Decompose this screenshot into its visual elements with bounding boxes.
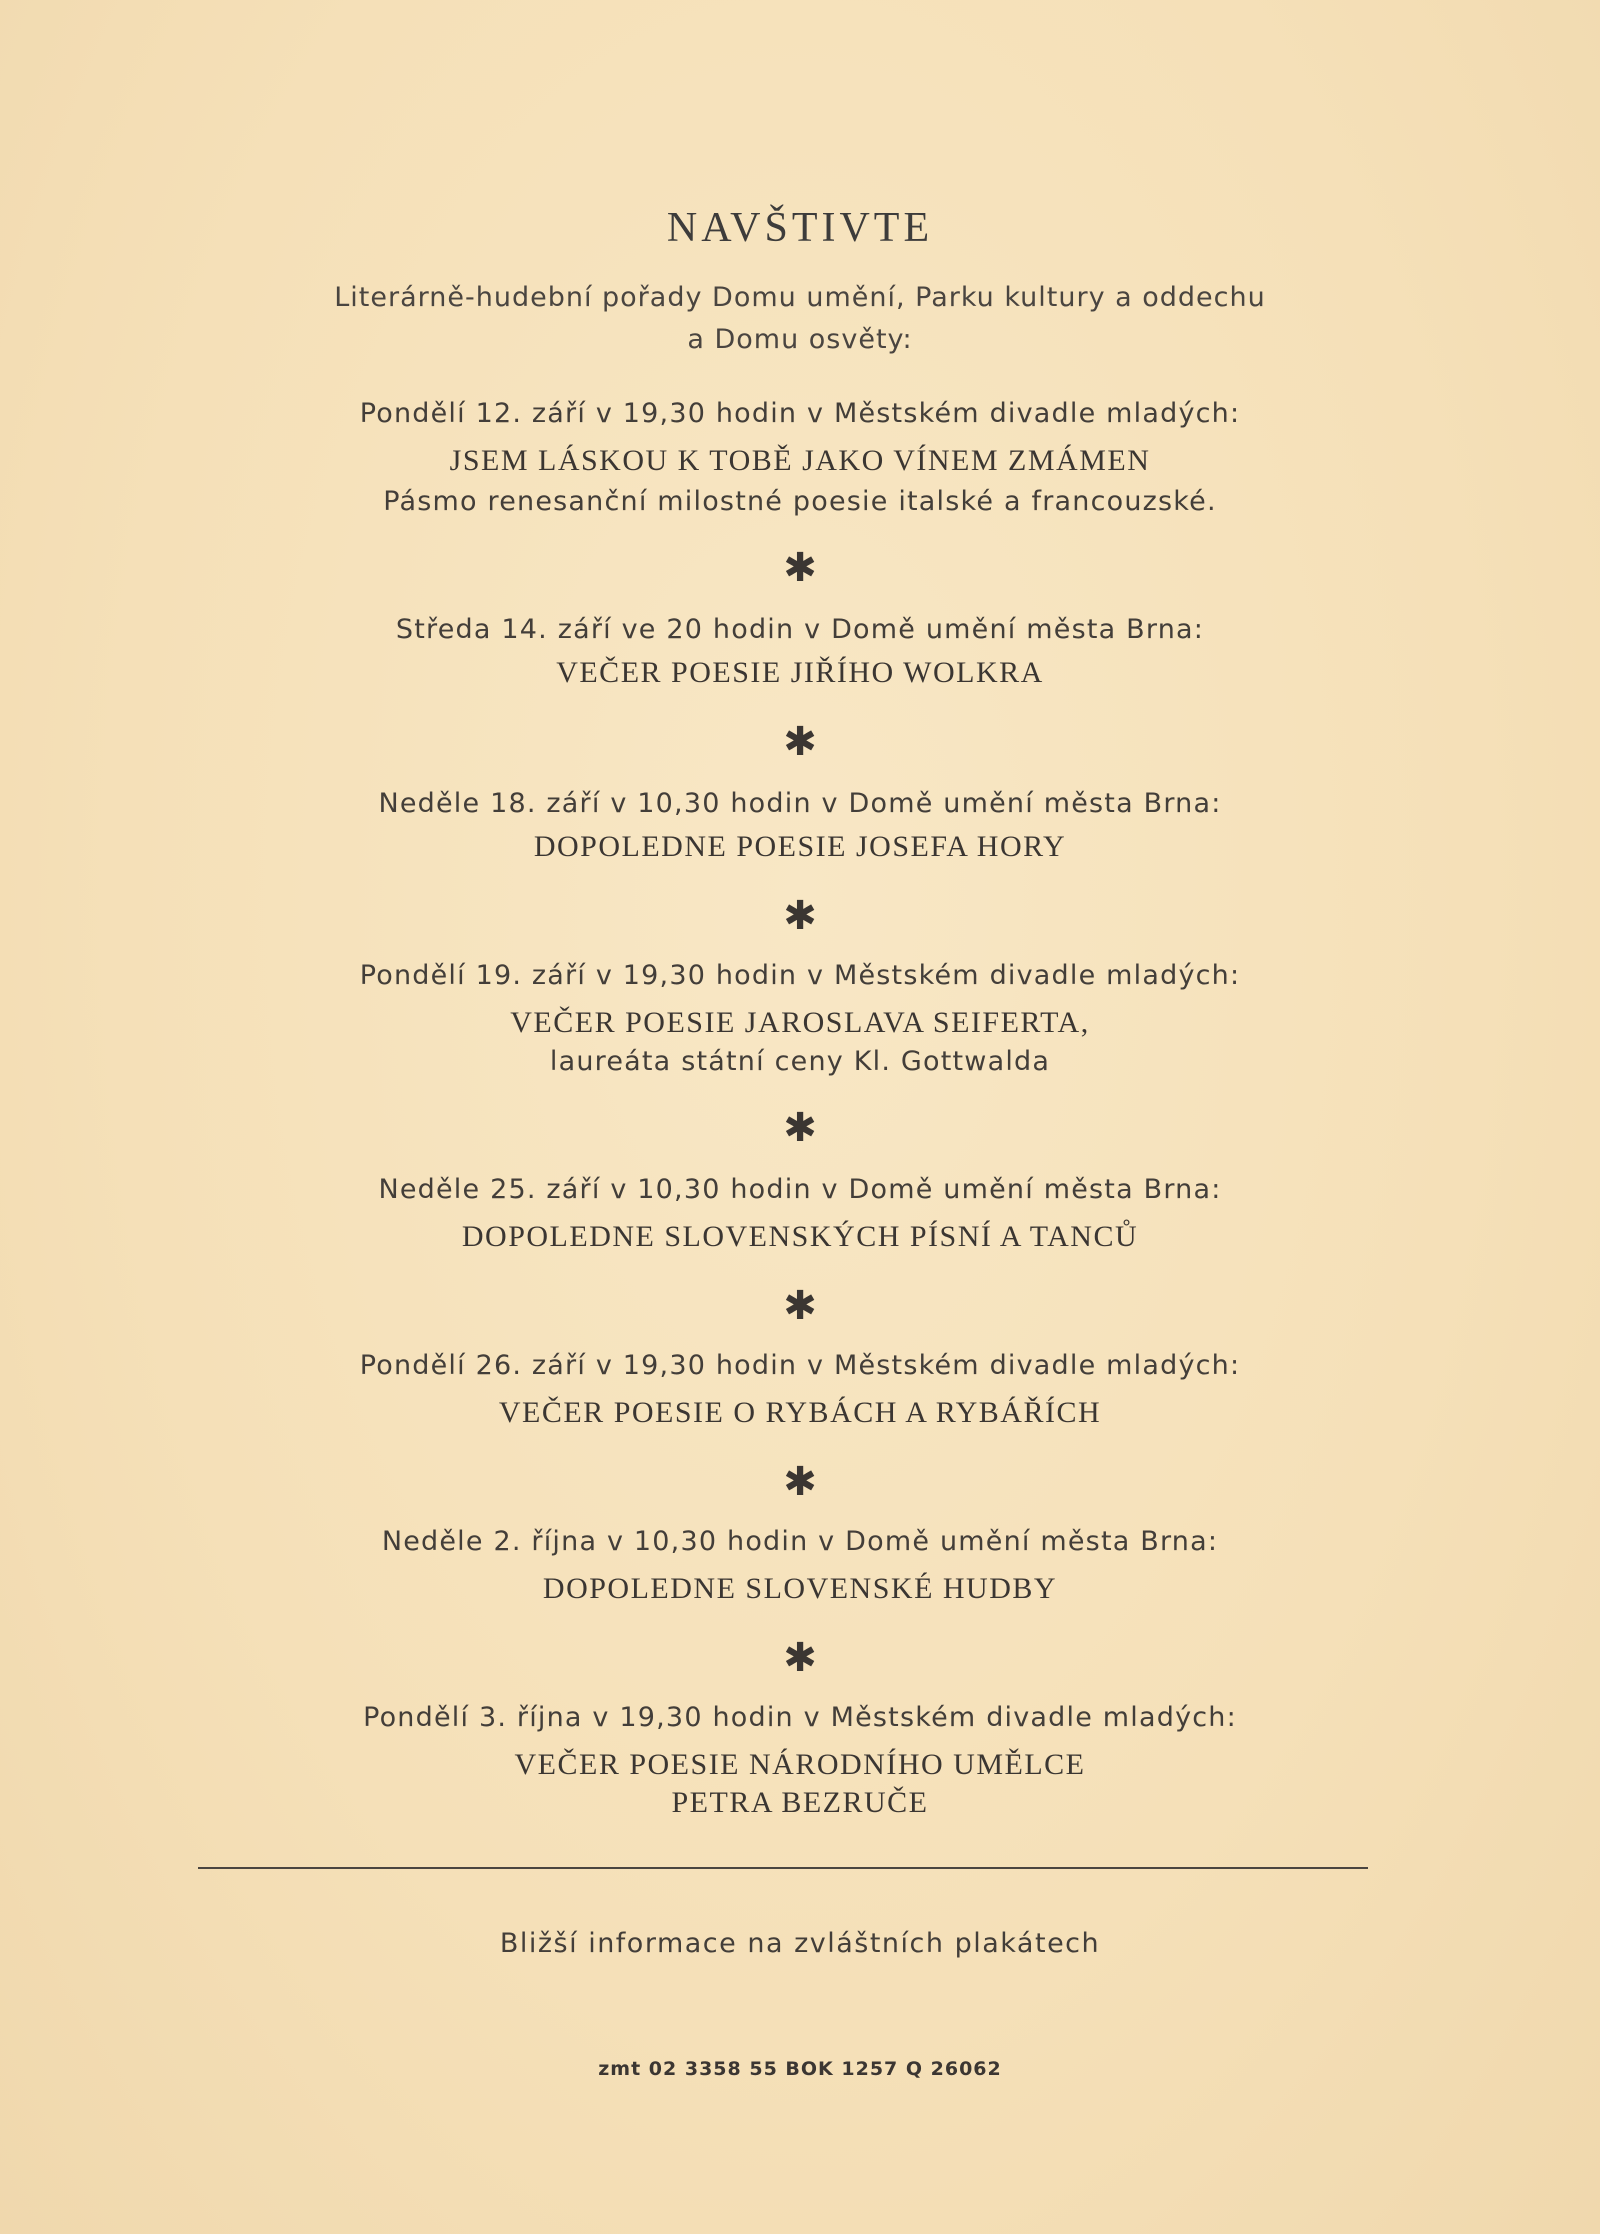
- intro-line-2: a Domu osvěty:: [687, 324, 913, 355]
- page-title: NAVŠTIVTE: [666, 205, 934, 251]
- event-program: VEČER POESIE O RYBÁCH A RYBÁŘÍCH: [498, 1396, 1102, 1429]
- event-program: VEČER POESIE NÁRODNÍHO UMĚLCE: [514, 1748, 1086, 1781]
- event-program-line-2: PETRA BEZRUČE: [671, 1786, 929, 1819]
- event-program: VEČER POESIE JAROSLAVA SEIFERTA,: [510, 1006, 1090, 1039]
- separator-star: ✱: [783, 545, 817, 591]
- separator-star: ✱: [783, 1459, 817, 1505]
- event-program: DOPOLEDNE SLOVENSKÉ HUDBY: [542, 1572, 1058, 1605]
- separator-star: ✱: [783, 1105, 817, 1151]
- event-venue: Středa 14. září ve 20 hodin v Domě umění města Brna:: [395, 614, 1205, 645]
- event-subtitle: laureáta státní ceny Kl. Gottwalda: [549, 1046, 1051, 1077]
- intro-line-1: Literárně-hudební pořady Domu umění, Parku kultury a oddechu: [334, 282, 1266, 313]
- separator-star: ✱: [783, 893, 817, 939]
- event-subtitle: Pásmo renesanční milostné poesie italské a francouzské.: [383, 486, 1217, 517]
- footer-info: Bližší informace na zvláštních plakátech: [499, 1928, 1101, 1959]
- event-program: JSEM LÁSKOU K TOBĚ JAKO VÍNEM ZMÁMEN: [449, 444, 1151, 477]
- event-venue: Pondělí 26. září v 19,30 hodin v Městském divadle mladých:: [359, 1350, 1241, 1381]
- event-venue: Neděle 18. září v 10,30 hodin v Domě umění města Brna:: [378, 788, 1222, 819]
- horizontal-divider: [198, 1867, 1368, 1869]
- event-program: VEČER POESIE JIŘÍHO WOLKRA: [556, 656, 1044, 689]
- event-venue: Pondělí 19. září v 19,30 hodin v Městském divadle mladých:: [359, 960, 1241, 991]
- event-venue: Neděle 2. října v 10,30 hodin v Domě umění města Brna:: [381, 1526, 1219, 1557]
- separator-star: ✱: [783, 1635, 817, 1681]
- separator-star: ✱: [783, 719, 817, 765]
- print-code: zmt 02 3358 55 BOK 1257 Q 26062: [598, 2058, 1002, 2080]
- event-venue: Pondělí 12. září v 19,30 hodin v Městském divadle mladých:: [359, 398, 1241, 429]
- event-program: DOPOLEDNE SLOVENSKÝCH PÍSNÍ A TANCŮ: [461, 1220, 1139, 1253]
- separator-star: ✱: [783, 1283, 817, 1329]
- event-venue: Neděle 25. září v 10,30 hodin v Domě umění města Brna:: [378, 1174, 1222, 1205]
- event-program: DOPOLEDNE POESIE JOSEFA HORY: [533, 830, 1067, 863]
- event-venue: Pondělí 3. října v 19,30 hodin v Městském divadle mladých:: [363, 1702, 1237, 1733]
